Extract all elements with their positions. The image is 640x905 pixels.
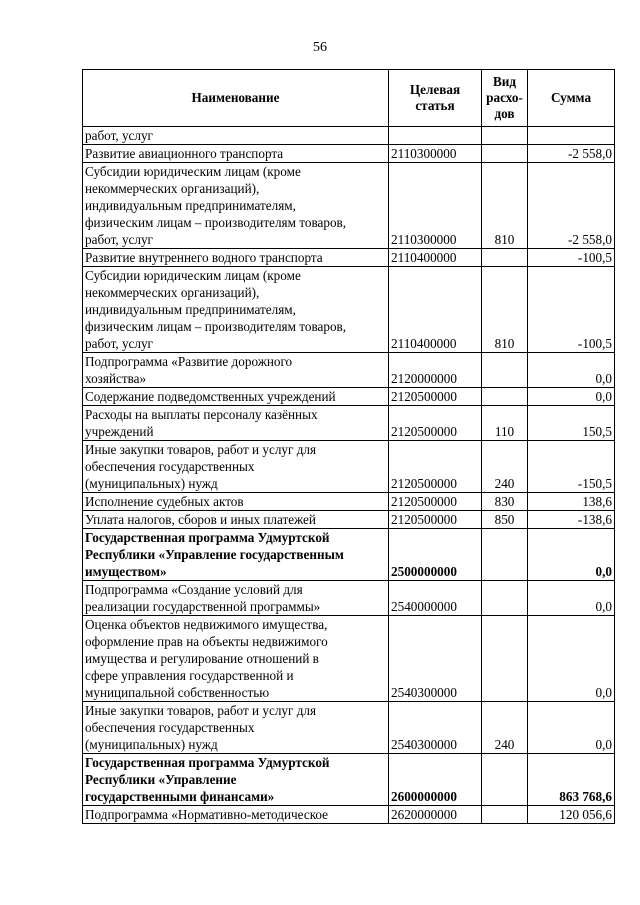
cell-sum: -2 558,0: [528, 163, 615, 249]
budget-table: [82, 69, 615, 824]
cell-name-line: работ, услуг: [85, 128, 153, 143]
cell-type: [482, 249, 528, 267]
cell-name-line: государственными финансами»: [85, 789, 275, 804]
cell-sum: -2 558,0: [528, 145, 615, 163]
cell-code: 2500000000: [389, 529, 482, 581]
cell-name: [83, 493, 389, 511]
cell-sum: -100,5: [528, 249, 615, 267]
cell-code: 2110400000: [389, 267, 482, 353]
table-body: [83, 127, 615, 824]
cell-name-line: некоммерческих организаций),: [85, 285, 260, 300]
cell-name-line: индивидуальным предпринимателям,: [85, 302, 296, 317]
cell-name: [83, 702, 389, 754]
cell-type: [482, 616, 528, 702]
cell-type: 830: [482, 493, 528, 511]
cell-type: [482, 145, 528, 163]
cell-name-line: имуществом»: [85, 564, 167, 579]
cell-type: [482, 353, 528, 388]
cell-sum: 0,0: [528, 702, 615, 754]
table-row: [83, 388, 615, 406]
table-row: [83, 441, 615, 493]
cell-code: 2540300000: [389, 616, 482, 702]
cell-name-line: работ, услуг: [85, 232, 153, 247]
cell-name-line: работ, услуг: [85, 336, 153, 351]
cell-sum: 138,6: [528, 493, 615, 511]
table-row: [83, 493, 615, 511]
table-row: [83, 406, 615, 441]
cell-type: [482, 806, 528, 824]
cell-name-line: Содержание подведомственных учреждений: [85, 389, 336, 404]
cell-name-line: Субсидии юридическим лицам (кроме: [85, 164, 301, 179]
table-row: [83, 702, 615, 754]
cell-sum: 0,0: [528, 581, 615, 616]
cell-name-line: имущества и регулирование отношений в: [85, 651, 319, 666]
cell-code: 2540000000: [389, 581, 482, 616]
cell-code: 2120000000: [389, 353, 482, 388]
cell-type: [482, 388, 528, 406]
cell-name-line: Развитие авиационного транспорта: [85, 146, 284, 161]
cell-name: [83, 388, 389, 406]
cell-sum: 150,5: [528, 406, 615, 441]
cell-name-line: Иные закупки товаров, работ и услуг для: [85, 442, 317, 457]
cell-name: [83, 353, 389, 388]
cell-name: [83, 581, 389, 616]
cell-type: 850: [482, 511, 528, 529]
table-row: [83, 581, 615, 616]
cell-name-line: обеспечения государственных: [85, 720, 255, 735]
cell-type: [482, 581, 528, 616]
cell-code: 2540300000: [389, 702, 482, 754]
cell-sum: 0,0: [528, 529, 615, 581]
table-row: [83, 511, 615, 529]
header-name: Наименование: [83, 70, 389, 127]
cell-name-line: (муниципальных) нужд: [85, 476, 218, 491]
cell-code: 2110300000: [389, 163, 482, 249]
cell-name-line: сфере управления государственной и: [85, 668, 294, 683]
cell-name-line: Расходы на выплаты персоналу казённых: [85, 407, 318, 422]
cell-name-line: физическим лицам – производителям товаров,: [85, 319, 347, 334]
cell-name-line: Подпрограмма «Нормативно-методическое: [85, 807, 329, 822]
cell-code: 2110400000: [389, 249, 482, 267]
page-number: 56: [313, 40, 327, 55]
cell-sum: 863 768,6: [528, 754, 615, 806]
cell-type: 810: [482, 163, 528, 249]
cell-name-line: Подпрограмма «Развитие дорожного: [85, 354, 293, 369]
cell-code: 2110300000: [389, 145, 482, 163]
cell-name-line: Государственная программа Удмуртской: [85, 755, 330, 770]
cell-name: [83, 406, 389, 441]
cell-type: 810: [482, 267, 528, 353]
cell-name-line: Подпрограмма «Создание условий для: [85, 582, 303, 597]
cell-name: [83, 754, 389, 806]
table-row: [83, 529, 615, 581]
header-code: Целевая статья: [389, 70, 482, 127]
cell-name-line: реализации государственной программы»: [85, 599, 321, 614]
cell-code: 2120500000: [389, 511, 482, 529]
cell-type: [482, 127, 528, 145]
cell-name-line: Иные закупки товаров, работ и услуг для: [85, 703, 317, 718]
cell-type: [482, 529, 528, 581]
cell-name-line: некоммерческих организаций),: [85, 181, 260, 196]
cell-name-line: (муниципальных) нужд: [85, 737, 218, 752]
cell-name: [83, 163, 389, 249]
cell-name-line: Развитие внутреннего водного транспорта: [85, 250, 323, 265]
table-row: [83, 353, 615, 388]
header-sum: Сумма: [528, 70, 615, 127]
header-type: Вид расхо- дов: [482, 70, 528, 127]
cell-name: [83, 616, 389, 702]
cell-name: [83, 511, 389, 529]
cell-sum: 0,0: [528, 616, 615, 702]
table-row: [83, 616, 615, 702]
cell-name-line: учреждений: [85, 424, 154, 439]
cell-code: 2120500000: [389, 493, 482, 511]
cell-name-line: Исполнение судебных актов: [85, 494, 244, 509]
cell-name-line: Оценка объектов недвижимого имущества,: [85, 617, 328, 632]
cell-name: [83, 267, 389, 353]
cell-name-line: Республики «Управление: [85, 772, 237, 787]
table-row: [83, 127, 615, 145]
cell-name-line: Субсидии юридическим лицам (кроме: [85, 268, 301, 283]
cell-name-line: Уплата налогов, сборов и иных платежей: [85, 512, 316, 527]
cell-code: 2120500000: [389, 388, 482, 406]
table-row: [83, 249, 615, 267]
cell-code: [389, 127, 482, 145]
cell-code: 2120500000: [389, 406, 482, 441]
cell-name: [83, 441, 389, 493]
cell-name: [83, 127, 389, 145]
cell-code: 2120500000: [389, 441, 482, 493]
table-row: [83, 754, 615, 806]
cell-name: [83, 249, 389, 267]
cell-sum: -138,6: [528, 511, 615, 529]
cell-name-line: физическим лицам – производителям товаров,: [85, 215, 347, 230]
cell-name-line: Республики «Управление государственным: [85, 547, 344, 562]
cell-name-line: хозяйства»: [85, 371, 147, 386]
cell-name-line: Государственная программа Удмуртской: [85, 530, 330, 545]
table-row: [83, 163, 615, 249]
cell-type: [482, 754, 528, 806]
cell-code: 2600000000: [389, 754, 482, 806]
cell-sum: [528, 127, 615, 145]
cell-sum: 120 056,6: [528, 806, 615, 824]
table-row: [83, 806, 615, 824]
cell-type: 240: [482, 702, 528, 754]
cell-sum: 0,0: [528, 388, 615, 406]
cell-sum: 0,0: [528, 353, 615, 388]
cell-type: 110: [482, 406, 528, 441]
cell-name-line: оформление прав на объекты недвижимого: [85, 634, 328, 649]
cell-name-line: обеспечения государственных: [85, 459, 255, 474]
cell-name-line: индивидуальным предпринимателям,: [85, 198, 296, 213]
cell-sum: -100,5: [528, 267, 615, 353]
table-row: [83, 145, 615, 163]
cell-name: [83, 529, 389, 581]
table-row: [83, 267, 615, 353]
cell-sum: -150,5: [528, 441, 615, 493]
cell-type: 240: [482, 441, 528, 493]
table-header-row: [83, 70, 615, 127]
cell-code: 2620000000: [389, 806, 482, 824]
cell-name: [83, 145, 389, 163]
cell-name-line: муниципальной собственностью: [85, 685, 270, 700]
cell-name: [83, 806, 389, 824]
